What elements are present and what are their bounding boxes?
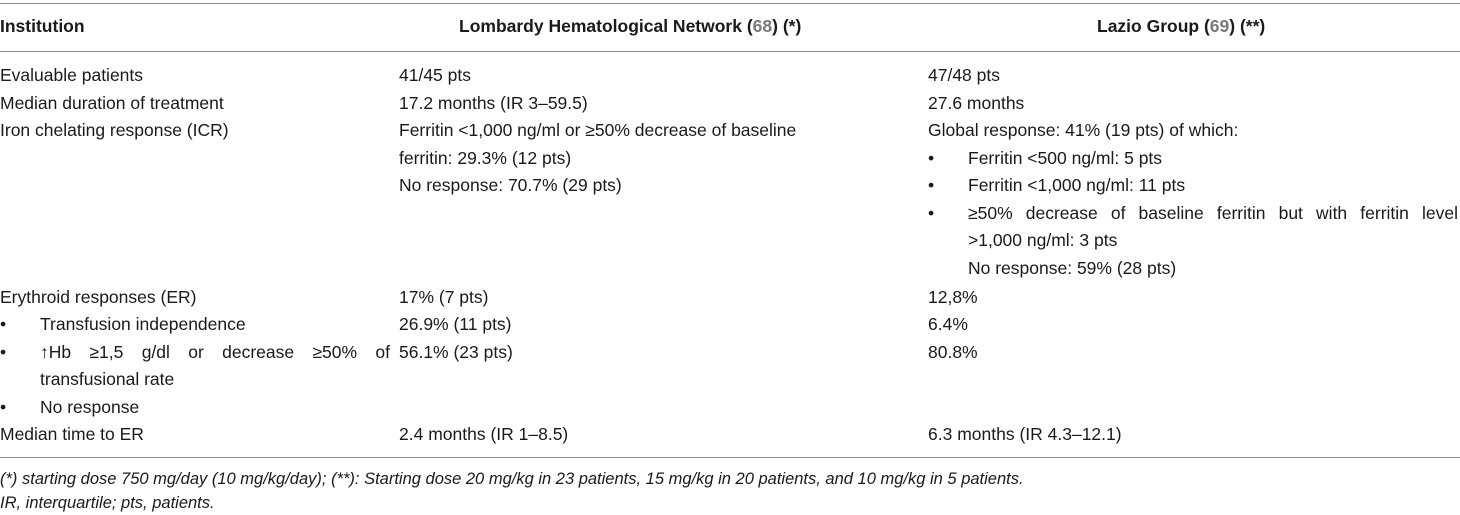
row-ti-lazio: 6.4% — [928, 314, 968, 334]
row-time-er-label: Median time to ER — [0, 424, 144, 444]
bottom-rule — [0, 457, 1460, 458]
header-lazio-suffix: ) (**) — [1229, 16, 1266, 36]
row-hb-lombardy: 56.1% (23 pts) — [399, 342, 513, 362]
row-icr-label: Iron chelating response (ICR) — [0, 120, 229, 140]
ref-link-68[interactable]: 68 — [752, 16, 773, 36]
header-rule — [0, 51, 1460, 52]
bullet-text: ↑Hb ≥1,5 g/dl or decrease ≥50% of — [40, 342, 390, 362]
bullet-text: Ferritin <500 ng/ml: 5 pts — [968, 148, 1163, 168]
row-evaluable-lazio: 47/48 pts — [928, 65, 1000, 85]
bullet-glyph: • — [928, 175, 935, 195]
bullet-text: Transfusion independence — [40, 314, 246, 334]
header-lazio-text: Lazio Group ( — [1097, 16, 1210, 36]
row-icr-lombardy-line3: No response: 70.7% (29 pts) — [399, 175, 622, 195]
row-icr-lombardy-line2: ferritin: 29.3% (12 pts) — [399, 148, 572, 168]
row-hb-lazio: 80.8% — [928, 342, 978, 362]
header-institution: Institution — [0, 16, 85, 36]
bullet-glyph: • — [0, 342, 7, 362]
row-duration-lombardy: 17.2 months (IR 3–59.5) — [399, 93, 588, 113]
footnote-abbreviations: IR, interquartile; pts, patients. — [0, 494, 215, 512]
row-duration-label: Median duration of treatment — [0, 93, 224, 113]
row-icr-lazio-noresponse: No response: 59% (28 pts) — [968, 258, 1177, 278]
row-icr-lombardy-line1: Ferritin <1,000 ng/ml or ≥50% decrease of baseline — [399, 120, 797, 140]
row-time-er-lombardy: 2.4 months (IR 1–8.5) — [399, 424, 569, 444]
bullet-glyph: • — [928, 203, 935, 223]
header-lazio — [1097, 14, 1265, 38]
row-hb-label-line2: transfusional rate — [40, 369, 175, 389]
row-evaluable-label: Evaluable patients — [0, 65, 144, 85]
row-icr-lazio-bullet3-line2: >1,000 ng/ml: 3 pts — [968, 230, 1118, 250]
header-lombardy — [459, 14, 801, 38]
bullet-text: ≥50% decrease of baseline ferritin but with ferritin level — [968, 203, 1458, 223]
row-icr-lazio-intro: Global response: 41% (19 pts) of which: — [928, 120, 1239, 140]
row-er-lazio: 12,8% — [928, 287, 978, 307]
row-er-label: Erythroid responses (ER) — [0, 287, 197, 307]
top-rule — [0, 3, 1460, 4]
header-lombardy-suffix: ) (*) — [772, 16, 802, 36]
row-duration-lazio: 27.6 months — [928, 93, 1025, 113]
bullet-glyph: • — [928, 148, 935, 168]
header-lombardy-text: Lombardy Hematological Network ( — [459, 16, 753, 36]
footnote-dose: (*) starting dose 750 mg/day (10 mg/kg/day); (**): Starting dose 20 mg/kg in 23 patients, 15 mg/kg in 20 patients, and 10 mg/kg in 5 patients. — [0, 470, 1024, 488]
bullet-glyph: • — [0, 314, 7, 334]
row-evaluable-lombardy: 41/45 pts — [399, 65, 471, 85]
row-ti-lombardy: 26.9% (11 pts) — [399, 314, 512, 334]
ref-link-69[interactable]: 69 — [1209, 16, 1230, 36]
row-er-lombardy: 17% (7 pts) — [399, 287, 489, 307]
bullet-glyph: • — [0, 397, 7, 417]
bullet-text: Ferritin <1,000 ng/ml: 11 pts — [968, 175, 1186, 195]
row-time-er-lazio: 6.3 months (IR 4.3–12.1) — [928, 424, 1122, 444]
bullet-text: No response — [40, 397, 140, 417]
